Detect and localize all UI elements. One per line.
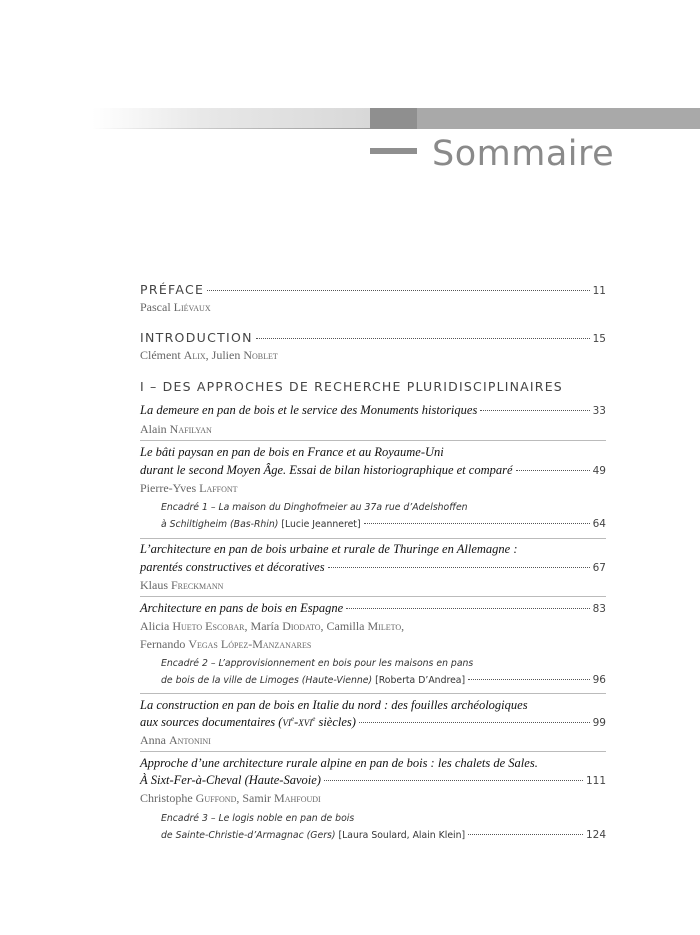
author: Anna Antonini xyxy=(140,733,211,747)
author: Klaus Freckmann xyxy=(140,578,224,592)
page-number: 96 xyxy=(592,674,606,686)
part-title: I – DES APPROCHES DE RECHERCHE PLURIDISCIPLINAIRES xyxy=(140,379,563,394)
dot-leader xyxy=(468,679,589,680)
entry-title: Architecture en pans de bois en Espagne xyxy=(140,601,344,615)
header-gradient-line xyxy=(92,108,370,129)
entry-title-line: À Sixt-Fer-à-Cheval (Haute-Savoie) xyxy=(140,773,321,787)
toc-introduction-row[interactable] xyxy=(140,330,606,345)
title-dash xyxy=(370,148,417,154)
toc-entry-row[interactable] xyxy=(140,560,606,575)
box-title-line: Encadré 3 – Le logis noble en pan de bois xyxy=(161,813,355,824)
author: Fernando Vegas López-Manzanares xyxy=(140,637,312,651)
divider xyxy=(140,440,606,441)
box-title-line: à Schiltigheim (Bas-Rhin) [Lucie Jeanneret] xyxy=(161,519,361,530)
dot-leader xyxy=(324,780,583,781)
page-number: 64 xyxy=(592,518,606,530)
dot-leader xyxy=(364,523,590,524)
divider xyxy=(140,538,606,539)
section-label: PRÉFACE xyxy=(140,282,205,297)
box-title-line: de bois de la ville de Limoges (Haute-Vienne) [Roberta D’Andrea] xyxy=(161,675,466,686)
entry-title-line: La construction en pan de bois en Italie du nord : des fouilles archéologiques xyxy=(140,698,528,712)
dot-leader xyxy=(328,567,590,568)
toc-entry-row[interactable] xyxy=(140,403,606,418)
author: Alain Nafilyan xyxy=(140,422,212,436)
toc-box-row[interactable] xyxy=(161,829,606,841)
page-number: 33 xyxy=(592,405,606,417)
divider xyxy=(140,693,606,694)
author: Pierre-Yves Laffont xyxy=(140,481,238,495)
box-title-line: Encadré 2 – L’approvisionnement en bois pour les maisons en pans xyxy=(161,658,474,669)
toc-entry-row[interactable] xyxy=(140,601,606,616)
page-number: 83 xyxy=(592,603,606,615)
page-number: 15 xyxy=(592,333,606,345)
divider xyxy=(140,751,606,752)
box-title-line: de Sainte-Christie-d’Armagnac (Gers) [Laura Soulard, Alain Klein] xyxy=(161,830,466,841)
section-label: INTRODUCTION xyxy=(140,330,253,345)
toc-entry-row[interactable] xyxy=(140,463,606,478)
page-number: 67 xyxy=(592,562,606,574)
toc-entry-row[interactable] xyxy=(140,715,606,730)
dot-leader xyxy=(207,290,589,291)
header-rule xyxy=(92,128,370,129)
toc-preface-row[interactable] xyxy=(140,282,606,297)
author: Alicia Hueto Escobar, María Diodato, Camilla Mileto, xyxy=(140,619,405,633)
dot-leader xyxy=(516,470,590,471)
page-number: 124 xyxy=(585,829,606,841)
toc-entry-row[interactable] xyxy=(140,773,606,788)
author: Clément Alix, Julien Noblet xyxy=(140,348,278,362)
dot-leader xyxy=(346,608,589,609)
author: Pascal Liévaux xyxy=(140,300,211,314)
header-light-bar xyxy=(417,108,700,129)
entry-title-line: Approche d’une architecture rurale alpine en pan de bois : les chalets de Sales. xyxy=(140,756,538,770)
divider xyxy=(140,596,606,597)
dot-leader xyxy=(256,338,590,339)
entry-title-line: aux sources documentaires ($vi^e-xvi^e$ siècles) xyxy=(140,715,356,730)
entry-title-line: Le bâti paysan en pan de bois en France et au Royaume-Uni xyxy=(140,445,444,459)
author: Christophe Guffond, Samir Mahfoudi xyxy=(140,791,321,805)
box-title-line: Encadré 1 – La maison du Dinghofmeier au 37a rue d’Adelshoffen xyxy=(161,502,468,513)
entry-title: La demeure en pan de bois et le service des Monuments historiques xyxy=(140,403,478,417)
toc-box-row[interactable] xyxy=(161,674,606,686)
page-number: 49 xyxy=(592,465,606,477)
entry-title-line: parentés constructives et décoratives xyxy=(140,560,325,574)
page-number: 11 xyxy=(592,285,606,297)
header-dark-bar xyxy=(370,108,417,129)
toc-box-row[interactable] xyxy=(161,518,606,530)
dot-leader xyxy=(359,722,590,723)
dot-leader xyxy=(468,834,583,835)
entry-title-line: durant le second Moyen Âge. Essai de bilan historiographique et comparé xyxy=(140,463,513,477)
page-title: Sommaire xyxy=(432,134,615,174)
dot-leader xyxy=(480,410,589,411)
page-number: 111 xyxy=(585,775,606,787)
entry-title-line: L’architecture en pan de bois urbaine et rurale de Thuringe en Allemagne : xyxy=(140,542,518,556)
page-number: 99 xyxy=(592,717,606,730)
